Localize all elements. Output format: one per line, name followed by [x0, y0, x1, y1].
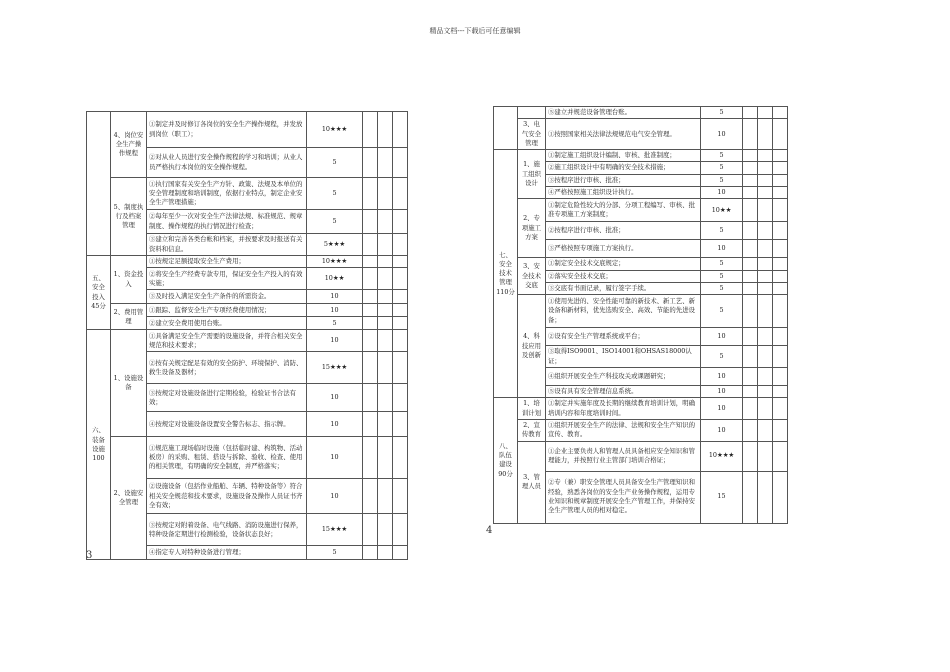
- score-cell: 10★★★: [307, 112, 363, 148]
- blank-cell: [363, 256, 378, 268]
- item-cell: ④按规定对设施设备设置安全警告标志、指示牌。: [147, 412, 307, 437]
- blank-cell: [378, 352, 393, 384]
- page-number-right: 4: [486, 525, 493, 536]
- subcategory-cell: 1、施工组织设计: [518, 150, 546, 199]
- blank-cell: [758, 150, 773, 162]
- blank-cell: [773, 107, 788, 119]
- item-cell: ①制定并及时修订各岗位的安全生产操作规程，并发放到岗位（职工）；: [147, 112, 307, 148]
- score-cell: 15★★★: [307, 352, 363, 384]
- blank-cell: [363, 148, 378, 178]
- subcategory-cell: 1、资金投入: [111, 256, 147, 304]
- blank-cell: [363, 546, 378, 560]
- score-cell: 5: [701, 295, 743, 328]
- subcategory-cell: 4、科技应用及创新: [518, 295, 546, 398]
- blank-cell: [393, 479, 408, 514]
- blank-cell: [743, 441, 758, 471]
- item-cell: ③取得ISO9001、ISO14001和OHSAS18000认证；: [546, 346, 701, 368]
- blank-cell: [743, 346, 758, 368]
- blank-cell: [378, 148, 393, 178]
- item-cell: ③严格按照专项施工方案执行。: [546, 240, 701, 258]
- blank-cell: [363, 352, 378, 384]
- category-cell: 五、安全投入45分: [87, 256, 111, 330]
- blank-cell: [773, 328, 788, 346]
- page-number-left: 3: [86, 550, 93, 561]
- blank-cell: [393, 514, 408, 546]
- subcategory-cell: 3、安全技术交底: [518, 258, 546, 295]
- blank-cell: [378, 546, 393, 560]
- blank-cell: [393, 210, 408, 234]
- subcategory-cell: 2、宣传教育: [518, 419, 546, 441]
- blank-cell: [363, 330, 378, 352]
- blank-cell: [393, 317, 408, 330]
- score-cell: 5: [307, 317, 363, 330]
- score-cell: 10: [701, 419, 743, 441]
- blank-cell: [743, 199, 758, 222]
- blank-cell: [743, 328, 758, 346]
- blank-cell: [773, 162, 788, 174]
- blank-cell: [758, 162, 773, 174]
- item-cell: ①具备满足安全生产需要的设施设备，并符合相关安全规范和技术要求；: [147, 330, 307, 352]
- item-cell: ①使用先进的、安全性能可靠的新技术、新工艺、新设备和新材料，优先选购安全、高效、节能的先进设备；: [546, 295, 701, 328]
- blank-cell: [743, 119, 758, 150]
- category-cell: 七、安全技术管理110分: [494, 150, 518, 398]
- blank-cell: [378, 112, 393, 148]
- blank-cell: [773, 295, 788, 328]
- blank-cell: [743, 295, 758, 328]
- blank-cell: [378, 234, 393, 256]
- blank-cell: [378, 268, 393, 290]
- score-cell: 10: [307, 304, 363, 317]
- blank-cell: [393, 412, 408, 437]
- blank-cell: [393, 437, 408, 479]
- blank-cell: [378, 514, 393, 546]
- score-cell: 5: [701, 222, 743, 240]
- blank-cell: [743, 386, 758, 398]
- item-cell: ②建立安全费用使用台账。: [147, 317, 307, 330]
- blank-cell: [773, 398, 788, 420]
- blank-cell: [773, 119, 788, 150]
- item-cell: ②对从业人员进行安全操作规程的学习和培训；从业人员严格执行本岗位的安全操作规程。: [147, 148, 307, 178]
- blank-cell: [758, 258, 773, 270]
- score-cell: 15★★★: [307, 514, 363, 546]
- score-cell: 5: [701, 150, 743, 162]
- blank-cell: [363, 290, 378, 304]
- score-cell: 5: [701, 346, 743, 368]
- score-cell: 10: [307, 479, 363, 514]
- blank-cell: [393, 148, 408, 178]
- item-cell: ①企业主要负责人和管理人员具备相应安全知识和管理能力，并按照行业主管部门培训合格证；: [546, 441, 701, 471]
- item-cell: ①规范施工现场临时设施（包括临时建、构筑物、活动板房）的采购、租赁、搭设与拆除、验收、检查、使用的相关管理，有明确的安全制度，并严格落实；: [147, 437, 307, 479]
- blank-cell: [773, 174, 788, 186]
- blank-cell: [378, 384, 393, 412]
- blank-cell: [743, 398, 758, 420]
- score-cell: 5: [701, 162, 743, 174]
- blank-cell: [758, 419, 773, 441]
- blank-cell: [743, 222, 758, 240]
- blank-cell: [773, 150, 788, 162]
- item-cell: ⑤设有具有安全管理信息系统。: [546, 386, 701, 398]
- score-cell: 5: [307, 178, 363, 210]
- item-cell: ③交底有书面记录，履行签字手续。: [546, 282, 701, 294]
- score-cell: 10: [307, 412, 363, 437]
- blank-cell: [773, 386, 788, 398]
- item-cell: ①跟踪、监督安全生产专项经费使用情况；: [147, 304, 307, 317]
- blank-cell: [758, 368, 773, 386]
- score-cell: 5: [307, 546, 363, 560]
- category-cell: [87, 112, 111, 256]
- score-cell: 5: [701, 282, 743, 294]
- blank-cell: [773, 346, 788, 368]
- blank-cell: [743, 368, 758, 386]
- blank-cell: [363, 112, 378, 148]
- blank-cell: [758, 199, 773, 222]
- blank-cell: [758, 346, 773, 368]
- subcategory-cell: 2、设施安全管理: [111, 437, 147, 560]
- score-cell: 10: [307, 290, 363, 304]
- score-cell: 10: [307, 437, 363, 479]
- item-cell: ②施工组织设计中有明确的安全技术措施；: [546, 162, 701, 174]
- blank-cell: [743, 107, 758, 119]
- blank-cell: [773, 258, 788, 270]
- item-cell: ③及时投入满足安全生产条件的所需资金。: [147, 290, 307, 304]
- subcategory-cell: 2、费用管理: [111, 304, 147, 330]
- blank-cell: [378, 412, 393, 437]
- item-cell: ③按程序进行审核、批准；: [546, 174, 701, 186]
- blank-cell: [363, 234, 378, 256]
- blank-cell: [758, 441, 773, 471]
- subcategory-cell: 1、培训计划: [518, 398, 546, 420]
- blank-cell: [758, 222, 773, 240]
- category-cell: 六、装备设施100: [87, 330, 111, 560]
- blank-cell: [378, 437, 393, 479]
- blank-cell: [758, 107, 773, 119]
- blank-cell: [363, 317, 378, 330]
- subcategory-cell: 4、岗位安全生产操作规程: [111, 112, 147, 178]
- score-cell: 10: [307, 384, 363, 412]
- blank-cell: [773, 419, 788, 441]
- blank-cell: [363, 210, 378, 234]
- blank-cell: [393, 234, 408, 256]
- blank-cell: [363, 412, 378, 437]
- left-score-table: [86, 111, 408, 560]
- blank-cell: [393, 330, 408, 352]
- category-cell: 八、队伍建设90分: [494, 398, 518, 523]
- blank-cell: [758, 398, 773, 420]
- blank-cell: [378, 256, 393, 268]
- blank-cell: [743, 258, 758, 270]
- item-cell: ④严格按照施工组织设计执行。: [546, 186, 701, 198]
- blank-cell: [773, 222, 788, 240]
- blank-cell: [773, 199, 788, 222]
- blank-cell: [393, 290, 408, 304]
- blank-cell: [758, 186, 773, 198]
- subcategory-cell: 3、电气安全管理: [518, 119, 546, 150]
- blank-cell: [393, 304, 408, 317]
- item-cell: ④组织开展安全生产科技攻关或课题研究；: [546, 368, 701, 386]
- item-cell: ①制定安全技术交底规定；: [546, 258, 701, 270]
- blank-cell: [363, 178, 378, 210]
- score-cell: 5: [701, 270, 743, 282]
- score-cell: 5★★★: [307, 234, 363, 256]
- blank-cell: [378, 479, 393, 514]
- item-cell: ③按规定对附着设备、电气线路、消防设施进行保养，特种设备定期进行检测检验，设备状态良好；: [147, 514, 307, 546]
- score-cell: 10: [701, 119, 743, 150]
- item-cell: ①制定危险性较大的分部、分项工程编写、审核、批准专项施工方案制度；: [546, 199, 701, 222]
- blank-cell: [743, 186, 758, 198]
- item-cell: ①执行国家有关安全生产方针、政策、法规及本单位的安全管理制度和培训制度，依据行业特点，制定企业安全生产管理措施；: [147, 178, 307, 210]
- blank-cell: [758, 328, 773, 346]
- item-cell: ④指定专人对特种设备进行管理；: [147, 546, 307, 560]
- blank-cell: [758, 386, 773, 398]
- blank-cell: [393, 384, 408, 412]
- blank-cell: [378, 210, 393, 234]
- blank-cell: [758, 240, 773, 258]
- score-cell: 10: [701, 368, 743, 386]
- blank-cell: [363, 514, 378, 546]
- category-cell: [494, 107, 518, 150]
- blank-cell: [363, 384, 378, 412]
- subcategory-cell: 1、设施设备: [111, 330, 147, 437]
- score-cell: 10★★: [701, 199, 743, 222]
- score-cell: 5: [701, 258, 743, 270]
- item-cell: ②按程序进行审核、批准；: [546, 222, 701, 240]
- blank-cell: [378, 317, 393, 330]
- left-sheet: [86, 111, 408, 560]
- blank-cell: [743, 150, 758, 162]
- score-cell: 10: [307, 330, 363, 352]
- blank-cell: [743, 282, 758, 294]
- subcategory-cell: 3、管理人员: [518, 441, 546, 523]
- blank-cell: [363, 437, 378, 479]
- item-cell: ②每年至少一次对安全生产法律法规、标准规范、规章制度、操作规程的执行情况进行检查；: [147, 210, 307, 234]
- blank-cell: [773, 282, 788, 294]
- blank-cell: [393, 268, 408, 290]
- score-cell: 10★★★: [701, 441, 743, 471]
- item-cell: ②专（兼）职安全管理人员具备安全生产管理知识和经验，熟悉各岗位的安全生产业务操作规程，运用专业知识和规章制度开展安全生产管理工作，并保持安全生产管理人员的相对稳定。: [546, 471, 701, 523]
- blank-cell: [378, 330, 393, 352]
- score-cell: 15: [701, 471, 743, 523]
- blank-cell: [393, 112, 408, 148]
- blank-cell: [773, 270, 788, 282]
- score-cell: 10: [701, 186, 743, 198]
- score-cell: 10: [701, 328, 743, 346]
- subcategory-cell: [518, 107, 546, 119]
- blank-cell: [363, 268, 378, 290]
- right-score-table: [493, 106, 788, 524]
- item-cell: ①组织开展安全生产的法律、法规和安全生产知识的宣传、教育。: [546, 419, 701, 441]
- page-header: 精品文档---下载后可任意编辑: [429, 27, 521, 35]
- blank-cell: [743, 162, 758, 174]
- subcategory-cell: 5、制度执行及档案管理: [111, 178, 147, 256]
- item-cell: ①制定施工组织设计编制、审核、批准制度；: [546, 150, 701, 162]
- item-cell: ①制定并实施年度及长期的继续教育培训计划，明确培训内容和年度培训时间。: [546, 398, 701, 420]
- blank-cell: [758, 295, 773, 328]
- item-cell: ③建立和完善各类台帐和档案，并按要求及时报送有关资料和信息。: [147, 234, 307, 256]
- blank-cell: [743, 471, 758, 523]
- item-cell: ②落实安全技术交底；: [546, 270, 701, 282]
- blank-cell: [773, 240, 788, 258]
- blank-cell: [743, 270, 758, 282]
- item-cell: ⑤建立并规范设备管理台账。: [546, 107, 701, 119]
- score-cell: 5: [307, 148, 363, 178]
- subcategory-cell: 2、专项施工方案: [518, 199, 546, 258]
- score-cell: 5: [701, 107, 743, 119]
- item-cell: ②设有安全生产管理系统或平台；: [546, 328, 701, 346]
- item-cell: ②按有关规定配足有效的安全防护、环境保护、消防、救生设备及器材；: [147, 352, 307, 384]
- blank-cell: [393, 352, 408, 384]
- score-cell: 10: [701, 240, 743, 258]
- blank-cell: [378, 304, 393, 317]
- item-cell: ②设施设备（包括作业船舶、车辆、特种设备等）符合相关安全规范和技术要求，设施设备及操作人员证书齐全有效；: [147, 479, 307, 514]
- blank-cell: [773, 186, 788, 198]
- item-cell: ②将安全生产经费专款专用，保证安全生产投入的有效实施；: [147, 268, 307, 290]
- blank-cell: [773, 471, 788, 523]
- score-cell: 10★★★: [307, 256, 363, 268]
- blank-cell: [743, 240, 758, 258]
- blank-cell: [393, 178, 408, 210]
- item-cell: ③按规定对设施设备进行定期检验，检验证书合法有效；: [147, 384, 307, 412]
- blank-cell: [743, 419, 758, 441]
- blank-cell: [758, 119, 773, 150]
- blank-cell: [743, 174, 758, 186]
- item-cell: ①按规定足额提取安全生产费用；: [147, 256, 307, 268]
- blank-cell: [378, 290, 393, 304]
- blank-cell: [378, 178, 393, 210]
- score-cell: 5: [307, 210, 363, 234]
- score-cell: 10: [701, 386, 743, 398]
- right-sheet: [493, 106, 788, 524]
- blank-cell: [758, 270, 773, 282]
- blank-cell: [363, 479, 378, 514]
- item-cell: ①按照国家相关法律法规规范电气安全管理。: [546, 119, 701, 150]
- blank-cell: [758, 174, 773, 186]
- blank-cell: [758, 282, 773, 294]
- score-cell: 10★★: [307, 268, 363, 290]
- score-cell: 5: [701, 174, 743, 186]
- score-cell: 10: [701, 398, 743, 420]
- blank-cell: [363, 304, 378, 317]
- blank-cell: [758, 471, 773, 523]
- blank-cell: [773, 441, 788, 471]
- blank-cell: [773, 368, 788, 386]
- blank-cell: [393, 546, 408, 560]
- blank-cell: [393, 256, 408, 268]
